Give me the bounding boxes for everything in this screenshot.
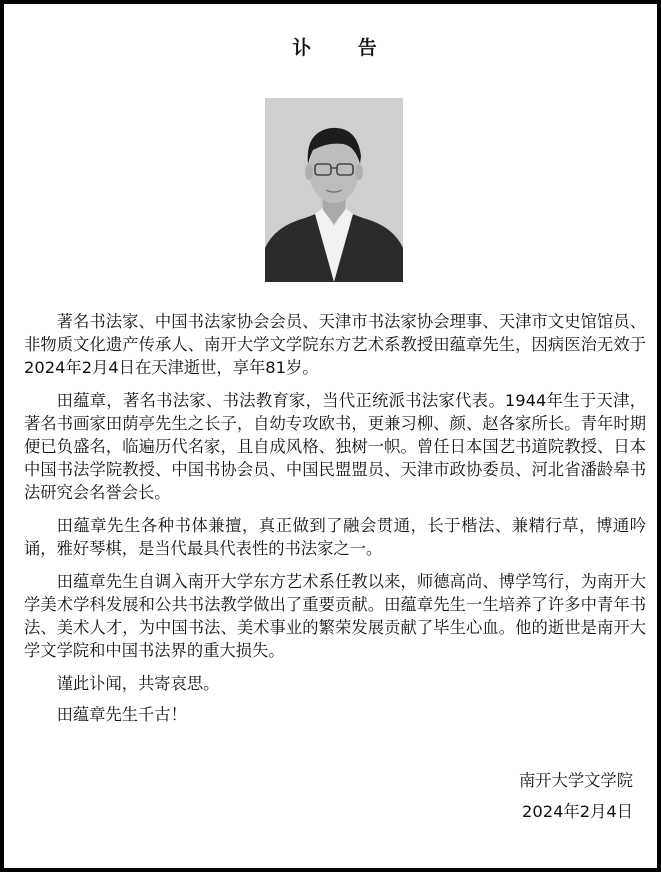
portrait-photo-icon (265, 98, 403, 282)
paragraph-condolence: 谨此讣闻，共寄哀思。 (56, 674, 220, 693)
paragraph-farewell: 田蕴章先生千古！ (56, 705, 187, 724)
signature-organization: 南开大学文学院 (519, 771, 633, 790)
paragraph-teaching: 田蕴章先生自调入南开大学东方艺术系任教以来，师德高尚、博学笃行，为南开大学美术学科发展和公共书法教学做出了重要贡献。田蕴章先生一生培养了许多中青年书法、美术人才，为中国书法、美术事业的繁荣发展贡献了毕生心血。他的逝世是南开大学文学院和中国书法界的重大损失。 (24, 572, 646, 660)
paragraph-announcement: 著名书法家、中国书法家协会会员、天津市书法家协会理事、天津市文史馆馆员、非物质文化遗产传承人、南开大学文学院东方艺术系教授田蕴章先生，因病医治无效于2024年2月4日在天津逝世，享年81岁。 (24, 312, 646, 377)
signature-date: 2024年2月4日 (522, 802, 633, 821)
page-title: 讣 告 (292, 37, 397, 59)
obituary-body (24, 310, 646, 734)
paragraph-calligraphy: 田蕴章先生各种书体兼擅，真正做到了融会贯通，长于楷法、兼精行草，博通吟诵，雅好琴棋，是当代最具代表性的书法家之一。 (24, 516, 646, 558)
paragraph-biography: 田蕴章，著名书法家、书法教育家，当代正统派书法家代表。1944年生于天津，著名书画家田荫亭先生之长子，自幼专攻欧书，更兼习柳、颜、赵各家所长。青年时期便已负盛名，临遍历代名家，且自成风格、独树一帜。曾任日本国艺书道院教授、日本中国书法学院教授、中国书协会员、中国民盟盟员、天津市政协委员、河北省潘龄皋书法研究会名誉会长。 (24, 391, 646, 502)
